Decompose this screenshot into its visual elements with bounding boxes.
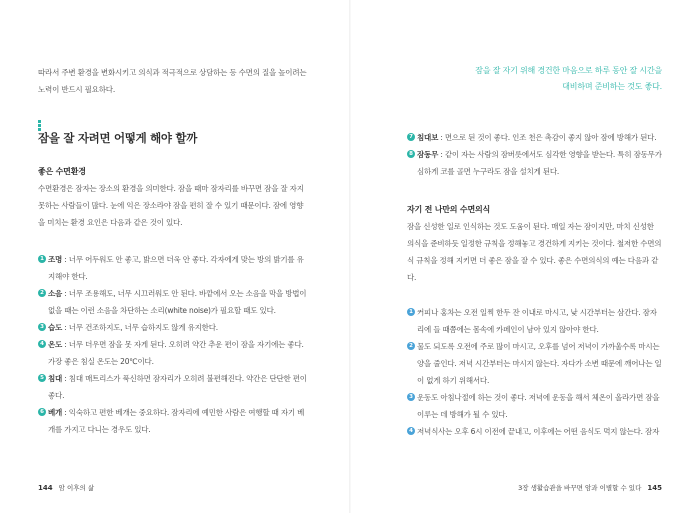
environment-list — [38, 251, 310, 438]
pull-quote: 잠을 잘 자기 위해 경건한 마음으로 하루 동안 잘 시간을 대비하며 준비하는 것도 좋다. — [475, 66, 662, 91]
list-item: 1 조명 : 너무 어두워도 안 좋고, 밝으면 더욱 안 좋다. 각자에게 맞는 방의 밝기를 유지해야 한다. — [38, 251, 310, 285]
number-badge-icon: 6 — [38, 408, 46, 416]
left-page-folio — [38, 483, 94, 492]
list-item: 2 소음 : 너무 조용해도, 너무 시끄러워도 안 된다. 바깥에서 오는 소음을 막을 방법이 없을 때는 이런 소음을 차단하는 소리(white noise)가 필요할 때도 있다. — [38, 285, 310, 319]
number-badge-icon: 1 — [38, 255, 46, 263]
page-number: 144 — [38, 484, 53, 492]
number-badge-icon: 8 — [407, 150, 415, 158]
running-head: 암 이후의 삶 — [58, 484, 95, 492]
list-item: 5 침대 : 침대 매트리스가 푹신하면 잠자리가 오히려 불편해진다. 약간은 단단한 편이 좋다. — [38, 370, 310, 404]
list-item: 7 침대보 : 면으로 된 것이 좋다. 인조 천은 촉감이 좋지 않아 잠에 방해가 된다. — [407, 129, 662, 146]
number-badge-icon: 1 — [407, 308, 415, 316]
running-head: 3장 생활습관을 바꾸면 암과 이별할 수 있다 — [518, 484, 642, 492]
number-badge-icon: 3 — [38, 323, 46, 331]
environment-list-continued — [407, 129, 662, 180]
list-item: 4 온도 : 너무 더우면 잠을 못 자게 된다. 오히려 약간 추운 편이 잠을 자기에는 좋다. 가장 좋은 침실 온도는 20℃이다. — [38, 336, 310, 370]
intro-paragraph: 따라서 주변 환경을 변화시키고 의식과 적극적으로 상담하는 등 수면의 질을 높이려는 노력이 반드시 필요하다. — [38, 68, 307, 94]
number-badge-icon: 5 — [38, 374, 46, 382]
number-badge-icon: 2 — [407, 342, 415, 350]
right-page-folio — [480, 483, 662, 492]
list-item: 6 베개 : 익숙하고 편한 베개는 중요하다. 잠자리에 예민한 사람은 여행할 때 자기 베개를 가지고 다니는 경우도 있다. — [38, 404, 310, 438]
number-badge-icon: 2 — [38, 289, 46, 297]
list-item: 8 잠동무 : 같이 자는 사람의 잠버릇에서도 심각한 영향을 받는다. 특히 잠동무가 심하게 코를 골면 누구라도 잠을 설치게 된다. — [407, 146, 662, 180]
sub-title-ritual: 자기 전 나만의 수면의식 — [407, 205, 491, 214]
number-badge-icon: 4 — [407, 427, 415, 435]
page-number: 145 — [647, 484, 662, 492]
number-badge-icon: 4 — [38, 340, 46, 348]
ritual-paragraph: 잠을 신성한 일로 인식하는 것도 도움이 된다. 매일 자는 잠이지만, 마치 신성한 의식을 준비하듯 일정한 규칙을 정해놓고 경건하게 지키는 것이다. 철저한 수면의식 규칙을 정해 지키면 더 좋은 잠을 잘 수 있다. 좋은 수면의식의 예는 다음과 같다. — [407, 222, 662, 282]
ritual-list — [407, 304, 662, 440]
list-item: 2 물도 되도록 오전에 주로 많이 마시고, 오후를 넘어 저녁이 가까울수록 마시는 양을 줄인다. 저녁 시간부터는 마시지 않는다. 자다가 소변 때문에 깨어나는 일이 없게 하기 위해서다. — [407, 338, 662, 389]
list-item: 3 습도 : 너무 건조하지도, 너무 습하지도 않게 유지한다. — [38, 319, 310, 336]
number-badge-icon: 7 — [407, 133, 415, 141]
number-badge-icon: 3 — [407, 393, 415, 401]
list-item: 4 저녁식사는 오후 6시 이전에 끝내고, 이후에는 어떤 음식도 먹지 않는다. 잠자 — [407, 423, 662, 440]
list-item: 1 커피나 홍차는 오전 일찍 한두 잔 이내로 마시고, 낮 시간부터는 삼간다. 잠자리에 들 때쯤에는 몸속에 카페인이 남아 있지 않아야 한다. — [407, 304, 662, 338]
list-item: 3 운동도 아침나절에 하는 것이 좋다. 저녁에 운동을 해서 체온이 올라가면 잠을 이루는 데 방해가 될 수 있다. — [407, 389, 662, 423]
sub-title-environment: 좋은 수면환경 — [38, 167, 86, 176]
section-title: 잠을 잘 자려면 어떻게 해야 할까 — [38, 131, 198, 145]
environment-paragraph: 수면환경은 잠자는 장소의 환경을 의미한다. 잠을 때마 잠자리를 바꾸면 잠을 잘 자지 못하는 사람들이 많다. 눈에 익은 장소라야 잠을 편히 잘 수 있기 때문이다. 잠에 영향을 미치는 환경 요인은 다음과 같은 것이 있다. — [38, 184, 304, 227]
